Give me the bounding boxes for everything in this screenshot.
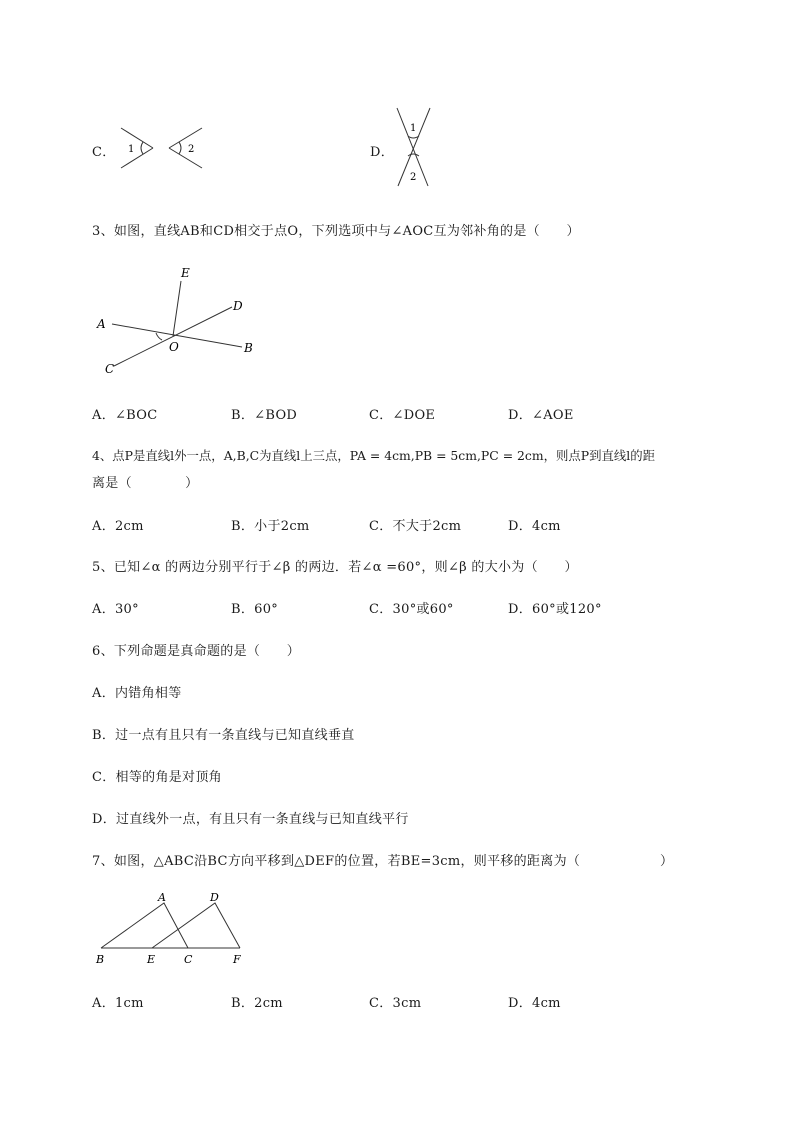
q2-c-angle1-label: 1 [128,144,135,155]
q3-option-b: B．∠BOD [231,408,298,423]
q7-label-a: A [158,891,166,904]
q3-option-d: D．∠AOE [508,408,574,423]
q6-option-b: B．过一点有且只有一条直线与已知直线垂直 [92,728,355,743]
q3-label-d: D [233,299,243,313]
q3-label-a: A [97,317,106,331]
q4-option-d: D．4cm [508,519,561,534]
q7-label-f: F [233,953,241,966]
q7-option-a: A．1cm [92,996,144,1011]
q2-d-angle1-label: 1 [410,123,417,134]
q6-option-a: A．内错角相等 [92,686,182,701]
q4-option-a: A．2cm [92,519,144,534]
q7-option-b: B．2cm [231,996,283,1011]
q6-option-d: D．过直线外一点，有且只有一条直线与已知直线平行 [92,812,409,827]
q2-c-angle2-label: 2 [188,144,195,155]
q7-option-c: C．3cm [369,996,422,1011]
q3-label-o: O [169,340,179,354]
q3-option-c: C．∠DOE [369,408,436,423]
q3-stem: 3、如图，直线AB和CD相交于点O，下列选项中与∠AOC互为邻补角的是（ ） [92,224,580,239]
q2-option-d-label: D． [370,145,395,160]
q7-label-c: C [184,953,193,966]
q2-d-angle2-label: 2 [410,172,417,183]
q2-option-d-figure [392,104,438,190]
q4-option-b: B．小于2cm [231,519,310,534]
q7-label-d: D [210,891,219,904]
q5-option-c: C．30°或60° [369,602,454,617]
q3-figure [92,262,272,380]
q6-option-c: C．相等的角是对顶角 [92,770,222,785]
q3-option-a: A．∠BOC [92,408,158,423]
q3-label-b: B [244,341,253,355]
q7-stem: 7、如图，△ABC沿BC方向平移到△DEF的位置，若BE=3cm，则平移的距离为（ ） [92,854,674,869]
q7-option-d: D．4cm [508,996,561,1011]
q7-label-b: B [96,953,105,966]
q2-option-c-label: C． [92,145,116,160]
q4-option-c: C．不大于2cm [369,519,462,534]
q4-stem-line1: 4、点P是直线l外一点，A,B,C为直线l上三点，PA = 4cm,PB = 5cm,PC = 2cm，则点P到直线l的距 [92,448,656,463]
q5-option-d: D．60°或120° [508,602,602,617]
q2-option-c-figure [118,124,208,172]
q5-stem: 5、已知∠α 的两边分别平行于∠β 的两边．若∠α =60°，则∠β 的大小为（ ） [92,560,578,575]
q3-label-e: E [181,266,190,280]
q7-label-e: E [147,953,156,966]
q6-stem: 6、下列命题是真命题的是（ ） [92,644,301,659]
q5-option-a: A．30° [92,602,139,617]
q4-stem-line2: 离是（ ） [92,476,199,491]
q5-option-b: B．60° [231,602,279,617]
q3-label-c: C [105,362,115,376]
q7-figure [92,888,252,970]
